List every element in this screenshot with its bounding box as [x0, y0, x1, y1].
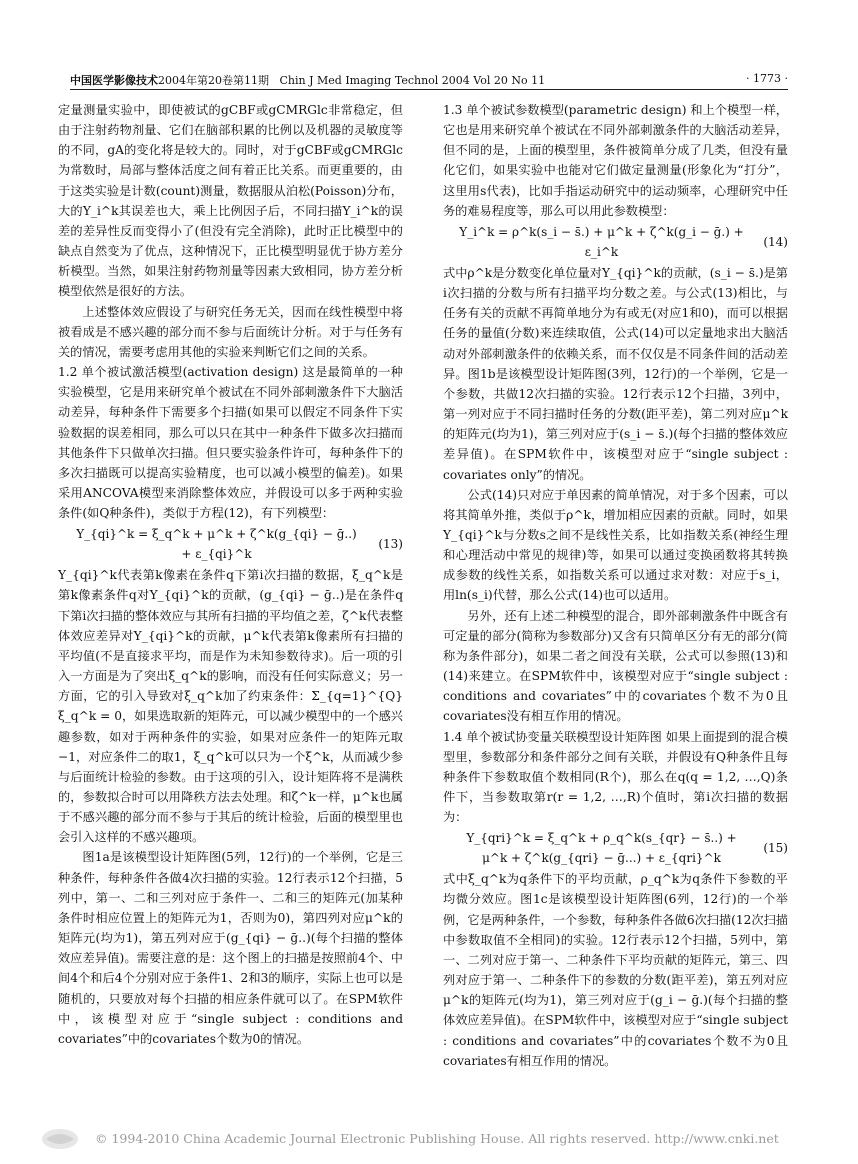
right-column: [443, 100, 788, 1071]
section-paragraph: 1.2 单个被试激活模型(activation design) 这是最简单的一种实验模型，它是用来研究单个被试在不同外部刺激条件下大脑活动差异，每种条件下需要多个扫描(如果可以假定不同条件下实验数据的误差相同，那么可以只在其中一种条件下做多次扫描而其他条件下只做单次扫描。但只要实验条件许可，每种条件下的多次扫描既可以提高实验精度，也可以减小模型的偏差)。如果采用ANCOVA模型来消除整体效应，并假设可以多于两种实验条件(如Q种条件)，类似于方程(12)，有下列模型：: [58, 365, 403, 521]
header-divider: [70, 89, 788, 90]
equation-number: (15): [763, 841, 788, 856]
page-header: [70, 72, 788, 88]
equation: [443, 827, 788, 869]
body-paragraph: 另外，还有上述二种模型的混合，即外部刺激条件中既含有可定量的部分(简称为参数部分)又含有只简单区分有无的部分(简称为条件部分)，如果二者之间没有关联，公式可以参照(13)和(14)来建立。在SPM软件中，该模型对应于“single subject : conditions and covariates”中的covariates个数不为0且covariates没有相互作用的情况。: [443, 608, 788, 724]
body-paragraph: 上述整体效应假设了与研究任务无关，因而在线性模型中将被看成是不感兴趣的部分而不参与后面统计分析。对于与任务有关的情况，需要考虑用其他的实验来判断它们之间的关系。: [58, 304, 403, 359]
cnki-logo-icon: [40, 1127, 80, 1151]
page-footer: [0, 1125, 858, 1155]
page-number: · 1773 ·: [746, 72, 788, 85]
body-paragraph: 公式(14)只对应于单因素的简单情况，对于多个因素，可以将其简单外推，类似于ρ^k，增加相应因素的贡献。同时，如果Y_{qi}^k与分数s之间不是线性关系，比如指数关系(神经生理和心理活动中常见的规律)等，如果可以通过变换函数将其转换成参数的线性关系，如指数关系可以通过求对数：对应于s_i，用ln(s_i)代替，那么公式(14)也可以适用。: [443, 487, 788, 603]
section-paragraph: 1.3 单个被试参数模型(parametric design) 和上个模型一样，它也是用来研究单个被试在不同外部刺激条件的大脑活动差异，但不同的是，上面的模型里，条件被简单分成了几类，但没有量化它们，如果实验中也能对它们做定量测量(形象化为“打分”，这里用s代表)，比如手指运动研究中的运动频率，心理研究中任务的难易程度等，那么可以用此参数模型：: [443, 103, 788, 218]
equation: [443, 221, 788, 263]
equation-number: (14): [763, 234, 788, 249]
body-paragraph: 图1a是该模型设计矩阵图(5列，12行)的一个举例，它是三种条件，每种条件各做4次扫描的实验。12行表示12个扫描，5列中，第一、二和三列对应于条件一、二和三的矩阵元(加某种条件时相应位置上的矩阵元为1，否则为0)，第四列对应μ^k的矩阵元(均为1)，第五列对应于(g_{qi} − ḡ..)(每个扫描的整体效应差异值)。需要注意的是：这个图上的扫描是按照前4个、中间4个和后4个分别对应于条件1、2和3的顺序，实际上也可以是随机的，只要放对每个扫描的相应条件就可以了。在SPM软件中，该模型对应于“single subject : conditions and covariates”中的covariates个数为0的情况。: [58, 850, 403, 1046]
equation-body: Y_i^k = ρ^k(s_i − s̄.) + μ^k + ζ^k(g_i − ḡ.) + ε_i^k: [459, 224, 744, 259]
body-paragraph: 定量测量实验中，即使被试的gCBF或gCMRGlc非常稳定，但由于注射药物剂量、它们在脑部积累的比例以及机器的灵敏度等的不同，gA的变化将是较大的。同时，对于gCBF或gCMRGlc为常数时，局部与整体活度之间有着正比关系。而更重要的，由于这类实验是计数(count)测量，数据服从泊松(Poisson)分布，大的Y_i^k其误差也大，乘上比例因子后，不同扫描Y_i^k的误差的差异性反而变得小了(但没有完全消除)，此时正比模型中的缺点自然变为了优点，这种情况下，正比模型明显优于协方差分析模型。当然，如果注射药物剂量等因素大致相同，协方差分析模型依然是很好的方法。: [58, 103, 403, 299]
equation-body: Y_{qri}^k = ξ_q^k + ρ_q^k(s_{qr} − s̄..) + μ^k + ζ^k(g_{qri} − ḡ...) + ε_{qri}^k: [466, 831, 737, 866]
section-paragraph: 1.4 单个被试协变量关联模型设计矩阵图 如果上面提到的混合模型里，参数部分和条件部分之间有关联，并假设有Q种条件且每种条件下参数取值个数相同(R个)，那么在q(q = 1,2, …,Q)条件下，当参数取第r(r = 1,2, …,R)个值时，第i次扫描的数据为：: [443, 729, 788, 825]
equation-body: Y_{qi}^k = ξ_q^k + μ^k + ζ^k(g_{qi} − ḡ..) + ε_{qi}^k: [76, 527, 357, 562]
body-paragraph: 式中ξ_q^k为q条件下的平均贡献，ρ_q^k为q条件下参数的平均微分效应。图1c是该模型设计矩阵图(6列，12行)的一个举例，它是两种条件，一个参数，每种条件各做6次扫描(12次扫描中参数取值不全相同)的实验。12行表示12个扫描，5列中，第一、二列对应于第一、二种条件下平均贡献的矩阵元，第三、四列对应于第一、二种条件下的参数的分数(距平差)，第五列对应μ^k的矩阵元(均为1)，第三列对应于(g_i − ḡ.)(每个扫描的整体效应差异值)。在SPM软件中，该模型对应于“single subject : conditions and covariates”中的covariates个数不为0且covariates有相互作用的情况。: [443, 872, 788, 1068]
journal-name-en: Chin J Med Imaging Technol 2004 Vol 20 No 11: [279, 74, 546, 87]
issue-cn: 2004年第20卷第11期: [158, 74, 269, 87]
body-paragraph: 式中ρ^k是分数变化单位量对Y_{qi}^k的贡献，(s_i − s̄.)是第i次扫描的分数与所有扫描平均分数之差。与公式(13)相比，与任务有关的贡献不再简单地分为有或无(对应1和0)，而可以根据任务的量值(分数)来连续取值，公式(14)可以定量地求出大脑活动对外部刺激条件的依赖关系，而不仅仅是不同条件间的活动差异。图1b是该模型设计矩阵图(3列，12行)的一个举例，它是一个参数，共做12次扫描的实验。12行表示12个扫描，3列中，第一列对应于不同扫描时任务的分数(距平差)，第二列对应μ^k的矩阵元(均为1)，第三列对应于(s_i − s̄.)(每个扫描的整体效应差异值)。在SPM软件中，该模型对应于“single subject : covariates only”的情况。: [443, 265, 788, 482]
body-paragraph: Y_{qi}^k代表第k像素在条件q下第i次扫描的数据，ξ_q^k是第k像素条件q对Y_{qi}^k的贡献，(g_{qi} − ḡ..)是在条件q下第i次扫描的整体效应与其所有扫描的平均值之差，ζ^k代表整体效应差异对Y_{qi}^k的贡献，μ^k代表第k像素所有扫描的平均值(不是直接求平均，而是作为未知参数待求)。后一项的引入一方面是为了突出ξ_q^k的影响，而没有任何实际意义；另一方面，它的引入导致对ξ_q^k加了约束条件：Σ_{q=1}^{Q} ξ_q^k = 0，如果选取新的矩阵元，可以减少模型中的一个感兴趣参数，如对于两种条件的实验，如果对应条件一的矩阵元取−1，对应条件二的取1，ξ_q^k可以只为一个ξ^k，从而减少参与后面统计检验的参数。由于这项的引入，设计矩阵将不是满秩的，参数拟合时可以用降秩方法去处理。和ζ^k一样，μ^k也属于不感兴趣的部分而不参与于其后的统计检验，后面的模型里也会引入这样的不感兴趣项。: [58, 568, 403, 845]
copyright-line: © 1994-2010 China Academic Journal Electronic Publishing House. All rights reserved. http://www.cnki.net: [95, 1131, 779, 1146]
equation: [58, 523, 403, 565]
equation-number: (13): [378, 537, 403, 552]
journal-info: [70, 72, 545, 88]
journal-name-cn: 中国医学影像技术: [70, 74, 158, 87]
left-column: [58, 100, 403, 1049]
